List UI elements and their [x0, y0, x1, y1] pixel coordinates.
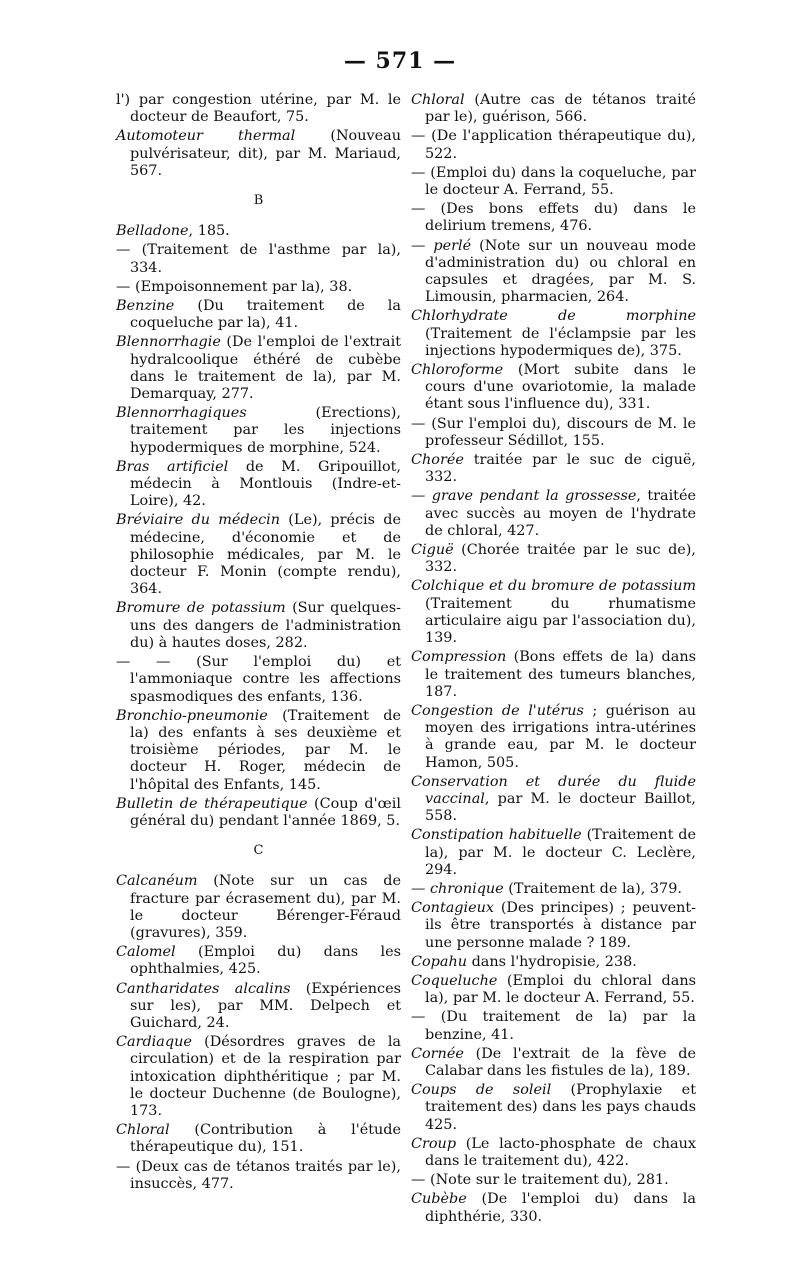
index-entry [411, 1046, 696, 1080]
entry-heading: Cardiaque [116, 1034, 192, 1051]
entry-text: — (Empoisonnement par la), 38. [116, 278, 353, 295]
index-entry [411, 900, 696, 952]
index-entry [116, 459, 401, 511]
index-entry [411, 201, 696, 235]
entry-heading: Bras artificiel [116, 458, 229, 475]
index-entry [411, 1082, 696, 1134]
entry-text: (Erections), traitement par les injections hypodermiques de morphine, 524. [130, 405, 401, 456]
index-entry [411, 973, 696, 1007]
entry-text: — (Emploi du) dans la coqueluche, par le docteur A. Ferrand, 55. [411, 164, 696, 199]
entry-text: l') par congestion utérine, par M. le docteur de Beaufort, 75. [116, 92, 401, 126]
index-entry [411, 1172, 696, 1189]
entry-text: (De l'extrait de la fève de Calabar dans les fistules de la), 189. [425, 1045, 696, 1079]
index-entry [411, 238, 696, 307]
entry-heading: Congestion de l'utérus [411, 702, 584, 719]
entry-text: dans l'hydropisie, 238. [467, 953, 637, 970]
index-entry [411, 881, 696, 898]
entry-text: (Sur quelques-uns des dangers de l'administration du) à hautes doses, 282. [130, 600, 401, 651]
index-entry [116, 334, 401, 403]
entry-heading: Chlorhydrate de morphine [411, 308, 696, 325]
entry-text: — (Des bons effets du) dans le delirium tremens, 476. [411, 201, 696, 235]
index-entry [116, 298, 401, 332]
entry-heading: Blennorrhagiques [116, 405, 247, 422]
index-entry [411, 452, 696, 486]
entry-heading: Chloral [411, 92, 465, 108]
index-entry [411, 165, 696, 199]
index-entry [116, 1159, 401, 1193]
entry-heading: Compression [411, 649, 507, 666]
entry-text: (Traitement du rhumatisme articulaire aigu par l'association du), 139. [425, 595, 696, 647]
entry-heading: Calomel [116, 944, 176, 961]
entry-heading: Bréviaire du médecin [116, 512, 281, 529]
entry-heading: Ciguë [411, 542, 454, 559]
entry-text: (Nouveau pulvérisateur, dit), par M. Mariaud, 567. [130, 128, 401, 179]
entry-heading: Cantharidates alcalins [116, 980, 291, 997]
entry-heading: Chloral [116, 1122, 170, 1139]
index-entry [411, 128, 696, 162]
page-number: — 571 — [343, 48, 457, 74]
index-entry [116, 223, 401, 240]
index-entry [411, 92, 696, 126]
entry-text: (Désordres graves de la circulation) et de la respiration par intoxication diphthéritique ; par M. le docteur Duchenne (de Boulogne), 173. [130, 1034, 401, 1119]
index-entry [116, 873, 401, 942]
index-entry [116, 128, 401, 180]
entry-text: — (Deux cas de tétanos traités par le), insuccès, 477. [116, 1158, 401, 1192]
entry-heading: Cornée [411, 1045, 464, 1062]
entry-text: — (Note sur le traitement du), 281. [411, 1172, 669, 1189]
entry-heading: Chorée [411, 452, 464, 469]
entry-heading: Chloroforme [411, 362, 504, 379]
entry-text: (Du traitement de la coqueluche par la), 41. [130, 298, 401, 332]
index-entry [116, 242, 401, 276]
entry-heading: Calcanéum [116, 873, 198, 890]
entry-heading: Blennorrhagie [116, 334, 221, 351]
entry-text: (Mort subite dans le cours d'une ovariotomie, la malade étant sous l'influence du), 331. [425, 362, 696, 413]
entry-text: (Le lacto-phosphate de chaux dans le traitement du), 422. [425, 1135, 696, 1169]
entry-text: (Traitement de la) des enfants à ses deuxième et troisième périodes, par M. le docteur H. Roger, médecin de l'hôpital des Enfants, 145. [130, 707, 401, 793]
entry-heading: — chronique [411, 880, 504, 897]
index-entry [116, 405, 401, 457]
entry-text: (Bons effets de la) dans le traitement des tumeurs blanches, 187. [425, 649, 696, 700]
entry-text: — (Traitement de l'asthme par la), 334. [116, 242, 401, 276]
entry-text: (Note sur un cas de fracture par écrasement du), par M. le docteur Bérenger-Féraud (gravures), 359. [130, 873, 401, 941]
index-entry [411, 542, 696, 576]
entry-text: — — (Sur l'emploi du) et l'ammoniaque contre les affections spasmodiques des enfants, 136. [116, 654, 401, 705]
index-entry [116, 654, 401, 706]
section-letter: C [253, 843, 264, 859]
index-entry [116, 512, 401, 598]
entry-heading: Coqueluche [411, 972, 498, 989]
entry-heading: Coups de soleil [411, 1082, 552, 1099]
entry-text: (De l'emploi du) dans la diphthérie, 330. [425, 1191, 696, 1225]
index-entry [411, 774, 696, 826]
index-entry [116, 708, 401, 794]
entry-heading: Constipation habituelle [411, 827, 582, 844]
entry-heading: Automoteur thermal [116, 128, 296, 145]
index-entry [116, 1122, 401, 1156]
entry-text: (Coup d'œil général du) pendant l'année 1869, 5. [130, 795, 401, 829]
entry-text: (Autre cas de tétanos traité par le), guérison, 566. [425, 92, 696, 126]
entry-heading: Bromure de potassium [116, 600, 286, 617]
index-entry [411, 827, 696, 879]
entry-text: (Le), précis de médecine, d'économie et de philosophie médicales, par M. le docteur F. Monin (compte rendu), 364. [130, 512, 401, 598]
entry-text: , 185. [188, 223, 230, 240]
index-entry [116, 944, 401, 978]
index-entry [411, 1191, 696, 1225]
index-entry [411, 703, 696, 772]
entry-text: (Emploi du) dans les ophthalmies, 425. [130, 944, 401, 978]
index-entry [116, 92, 401, 126]
entry-text: — (De l'application thérapeutique du), 522. [411, 128, 696, 162]
entry-text: , traitée avec succès au moyen de l'hydrate de chloral, 427. [425, 488, 696, 539]
index-entry [411, 649, 696, 701]
entry-text: (Traitement de l'éclampsie par les injections hypodermiques de), 375. [425, 325, 696, 359]
index-entry [411, 578, 696, 647]
index-entry [116, 981, 401, 1033]
entry-text: (Des principes) ; peuvent-ils être transportés à distance par une personne malade ? 189. [425, 900, 696, 951]
entry-heading: Bronchio-pneumonie [116, 707, 268, 724]
entry-text: — (Sur l'emploi du), discours de M. le professeur Sédillot, 155. [411, 415, 696, 449]
entry-text: traitée par le suc de ciguë, 332. [425, 452, 696, 486]
entry-heading: Croup [411, 1135, 457, 1152]
left-column [116, 92, 401, 1195]
entry-heading: Benzine [116, 298, 175, 315]
entry-heading: Conservation et durée du fluide vaccinal [411, 773, 696, 807]
entry-text: — (Du traitement de la) par la benzine, 41. [411, 1009, 696, 1043]
index-entry [116, 796, 401, 830]
index-entry [411, 488, 696, 540]
entry-text: (Prophylaxie et traitement des) dans les pays chauds 425. [425, 1082, 696, 1133]
entry-text: (Expériences sur les), par MM. Delpech et Guichard, 24. [130, 980, 401, 1031]
index-entry [411, 1136, 696, 1170]
right-column [411, 92, 696, 1228]
entry-heading: Cubèbe [411, 1191, 467, 1208]
entry-text: (Chorée traitée par le suc de), 332. [425, 542, 696, 576]
index-entry [116, 279, 401, 296]
entry-heading: Copahu [411, 953, 468, 970]
entry-heading: Bulletin de thérapeutique [116, 795, 308, 812]
entry-text: de M. Gripouillot, médecin à Montlouis (Indre-et-Loire), 42. [130, 458, 401, 510]
index-entry [411, 954, 696, 971]
entry-heading: Contagieux [411, 900, 495, 917]
entry-text: , par M. le docteur Baillot, 558. [425, 790, 696, 825]
entry-text: (Emploi du chloral dans la), par M. le docteur A. Ferrand, 55. [425, 972, 696, 1007]
index-entry [411, 362, 696, 414]
index-entry [411, 1009, 696, 1043]
entry-text: (Traitement de la), par M. le docteur C. Leclère, 294. [425, 827, 696, 878]
index-entry [411, 308, 696, 360]
entry-text: ; guérison au moyen des irrigations intra-utérines à grande eau, par M. le docteur Hamon, 505. [425, 702, 696, 771]
entry-heading: — perlé [411, 237, 472, 254]
entry-heading: Belladone [116, 223, 189, 240]
entry-text: (De l'emploi de l'extrait hydralcoolique éthéré de cubèbe dans le traitement de la), par M. Demarquay, 277. [130, 334, 401, 403]
index-entry [411, 416, 696, 450]
entry-text: (Note sur un nouveau mode d'administration du) ou chloral en capsules et dragées, par M. S. Limousin, pharmacien, 264. [425, 237, 696, 306]
entry-text: (Contribution à l'étude thérapeutique du), 151. [130, 1122, 401, 1156]
index-entry [116, 1034, 401, 1120]
index-entry [116, 600, 401, 652]
entry-heading: — grave pendant la grossesse [411, 488, 637, 505]
section-letter: B [253, 193, 264, 209]
entry-heading: Colchique et du bromure de potassium [411, 578, 696, 595]
entry-text: (Traitement de la), 379. [503, 880, 682, 897]
